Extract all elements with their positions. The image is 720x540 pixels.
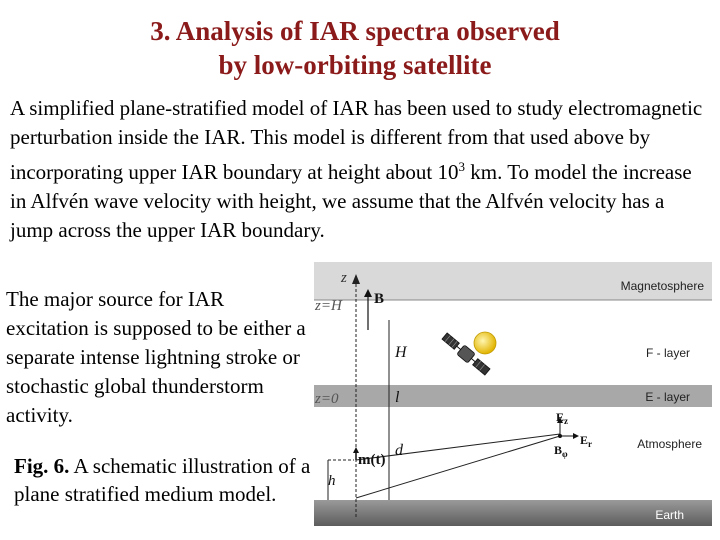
- stratified-model-figure: [314, 262, 712, 526]
- label-z-eq-h: z=H: [315, 298, 342, 314]
- intro-text-part1: A simplified plane-stratified model of IAR has been used to study electromagnetic perturbation inside the IAR. This model is different from that used above by incorporating upper IAR boundary at height about 10: [10, 96, 703, 184]
- label-f-layer: F - layer: [645, 346, 690, 360]
- label-h-upper: H: [395, 344, 407, 361]
- label-earth: Earth: [655, 508, 684, 522]
- caption-text: A schematic illustration of a plane stratified medium model.: [14, 454, 311, 506]
- observation-point: [558, 434, 562, 438]
- caption-label: Fig. 6.: [14, 454, 70, 478]
- label-z-axis: z: [341, 270, 347, 286]
- intro-paragraph: [10, 94, 710, 245]
- label-m-t: m(t): [358, 452, 386, 468]
- source-paragraph: The major source for IAR excitation is supposed to be either a separate intense lightning stroke or stochastic global thunderstorm activity.: [6, 287, 306, 427]
- label-z-eq-0: z=0: [315, 391, 339, 407]
- earth-band: [314, 500, 712, 526]
- label-ez: $E_z$: [556, 410, 569, 426]
- label-e-layer: E - layer: [645, 390, 690, 404]
- title-line-1: 3. Analysis of IAR spectra observed: [150, 16, 560, 46]
- label-b-field: B: [374, 291, 385, 307]
- label-h-lower: h: [328, 473, 336, 489]
- figure-caption: [14, 452, 319, 508]
- label-er: $E_r$: [580, 433, 593, 449]
- label-magnetosphere: Magnetosphere: [620, 279, 704, 293]
- label-bphi: $B_\varphi$: [554, 443, 568, 459]
- slide-title: [0, 14, 710, 82]
- label-l: l: [395, 389, 400, 406]
- label-atmosphere: Atmosphere: [637, 437, 702, 451]
- intro-text-part2: km. To model the increase in Alfvén wave velocity with height, we assume that the Alfvén velocity has a jump across the upper IAR boundary.: [10, 160, 692, 242]
- title-line-2: by low-orbiting satellite: [218, 50, 492, 80]
- label-d: d: [395, 442, 403, 459]
- sun-dish-icon: [474, 332, 496, 354]
- intro-superscript: 3: [458, 159, 465, 174]
